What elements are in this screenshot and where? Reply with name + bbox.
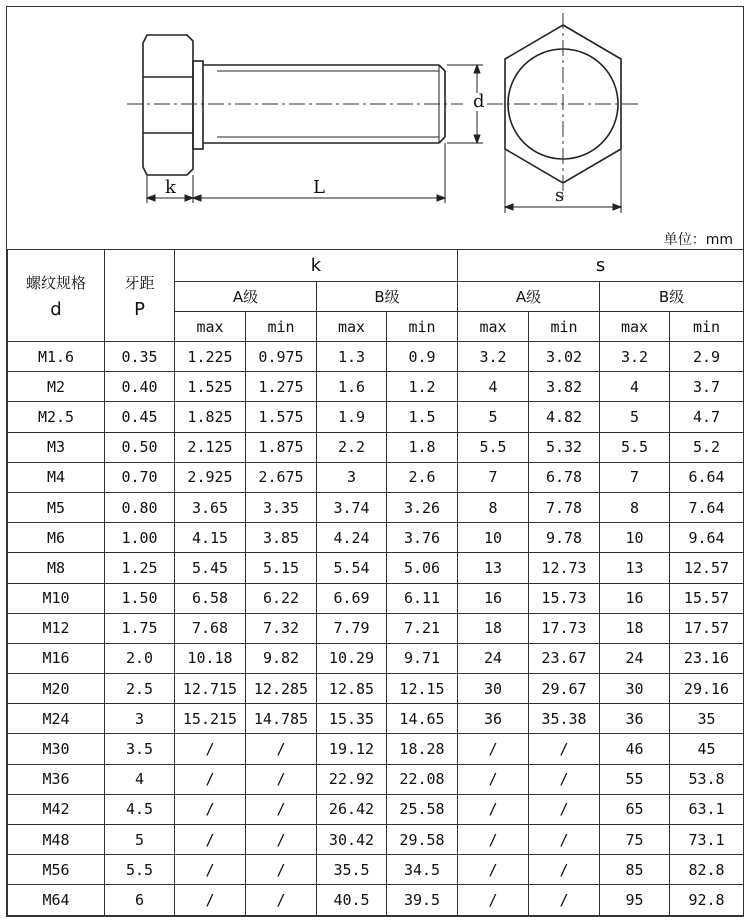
table-cell: 6.78 [529, 462, 600, 492]
table-cell: 15.35 [317, 704, 387, 734]
table-row [8, 462, 744, 492]
table-cell: 40.5 [317, 885, 387, 915]
table-cell: 7.78 [529, 492, 600, 522]
table-cell: 10 [600, 523, 670, 553]
table-cell: 1.2 [387, 372, 458, 402]
table-cell: 2.5 [105, 674, 175, 704]
header-s-grade-b: B级 [600, 282, 744, 312]
header-k-grade-b: B级 [317, 282, 458, 312]
table-row [8, 432, 744, 462]
table-cell: 85 [600, 855, 670, 885]
table-cell: 4 [600, 372, 670, 402]
header-group-s: s [458, 250, 744, 282]
table-cell: 35.5 [317, 855, 387, 885]
table-cell: 6.22 [246, 583, 317, 613]
table-cell: 14.65 [387, 704, 458, 734]
table-row [8, 342, 744, 372]
bolt-diagram-svg [7, 7, 743, 255]
table-row [8, 674, 744, 704]
table-cell: 17.57 [670, 613, 744, 643]
table-cell: / [529, 885, 600, 915]
table-cell: 65 [600, 794, 670, 824]
table-cell: 9.82 [246, 643, 317, 673]
table-cell: 14.785 [246, 704, 317, 734]
thread-size-cell: M8 [8, 553, 105, 583]
table-row [8, 553, 744, 583]
table-cell: 9.64 [670, 523, 744, 553]
table-cell: 6.69 [317, 583, 387, 613]
header-pitch [105, 250, 175, 342]
table-row [8, 372, 744, 402]
table-cell: 5.5 [600, 432, 670, 462]
table-cell: 1.225 [175, 342, 246, 372]
table-cell: 36 [458, 704, 529, 734]
table-cell: 3.76 [387, 523, 458, 553]
table-cell: 19.12 [317, 734, 387, 764]
table-cell: / [175, 855, 246, 885]
spec-sheet-frame [6, 6, 744, 917]
table-cell: 2.675 [246, 462, 317, 492]
table-cell: 4.5 [105, 794, 175, 824]
table-cell: 17.73 [529, 613, 600, 643]
table-cell: 36 [600, 704, 670, 734]
table-cell: 22.92 [317, 764, 387, 794]
table-cell: 7.68 [175, 613, 246, 643]
table-cell: 95 [600, 885, 670, 915]
table-cell: 23.67 [529, 643, 600, 673]
table-cell: 5 [458, 402, 529, 432]
table-cell: 26.42 [317, 794, 387, 824]
table-cell: / [246, 825, 317, 855]
table-cell: 5.45 [175, 553, 246, 583]
table-cell: 4.15 [175, 523, 246, 553]
table-cell: / [458, 825, 529, 855]
table-cell: 22.08 [387, 764, 458, 794]
thread-size-cell: M2 [8, 372, 105, 402]
header-k-grade-a: A级 [175, 282, 317, 312]
table-cell: 7 [600, 462, 670, 492]
header-group-k: k [175, 250, 458, 282]
table-cell: 7 [458, 462, 529, 492]
table-row [8, 734, 744, 764]
table-cell: 5.06 [387, 553, 458, 583]
table-cell: 24 [600, 643, 670, 673]
table-row [8, 402, 744, 432]
thread-size-cell: M3 [8, 432, 105, 462]
table-cell: 82.8 [670, 855, 744, 885]
table-cell: 75 [600, 825, 670, 855]
table-cell: 3.02 [529, 342, 600, 372]
table-cell: / [246, 734, 317, 764]
spec-table-body [8, 342, 744, 916]
table-cell: 4 [105, 764, 175, 794]
table-cell: 1.525 [175, 372, 246, 402]
table-cell: 16 [458, 583, 529, 613]
table-cell: 6 [105, 885, 175, 915]
table-cell: 34.5 [387, 855, 458, 885]
thread-size-cell: M64 [8, 885, 105, 915]
table-cell: 0.70 [105, 462, 175, 492]
table-cell: 5.5 [105, 855, 175, 885]
table-cell: 7.21 [387, 613, 458, 643]
table-row [8, 643, 744, 673]
table-cell: 2.925 [175, 462, 246, 492]
table-cell: 2.2 [317, 432, 387, 462]
table-cell: 4.82 [529, 402, 600, 432]
label-d: d [473, 91, 485, 112]
table-row [8, 523, 744, 553]
table-cell: 4 [458, 372, 529, 402]
table-cell: 5 [600, 402, 670, 432]
table-cell: 6.64 [670, 462, 744, 492]
table-cell: 1.00 [105, 523, 175, 553]
table-cell: / [175, 734, 246, 764]
table-cell: 45 [670, 734, 744, 764]
table-cell: 30 [458, 674, 529, 704]
table-cell: 7.64 [670, 492, 744, 522]
table-cell: 16 [600, 583, 670, 613]
table-cell: 1.50 [105, 583, 175, 613]
table-cell: 3.5 [105, 734, 175, 764]
table-cell: / [529, 794, 600, 824]
table-cell: 35.38 [529, 704, 600, 734]
table-cell: 23.16 [670, 643, 744, 673]
table-cell: 0.9 [387, 342, 458, 372]
table-cell: 35 [670, 704, 744, 734]
table-cell: 12.73 [529, 553, 600, 583]
unit-label: 单位：mm [663, 232, 733, 248]
table-cell: 25.58 [387, 794, 458, 824]
table-cell: 73.1 [670, 825, 744, 855]
thread-size-cell: M56 [8, 855, 105, 885]
header-max: max [175, 312, 246, 342]
header-min: min [387, 312, 458, 342]
table-row [8, 492, 744, 522]
table-row [8, 825, 744, 855]
table-cell: 4.24 [317, 523, 387, 553]
dimension-k-L [147, 143, 445, 203]
thread-size-cell: M48 [8, 825, 105, 855]
table-cell: / [246, 764, 317, 794]
table-cell: 1.3 [317, 342, 387, 372]
table-cell: 53.8 [670, 764, 744, 794]
table-cell: 30 [600, 674, 670, 704]
bolt-technical-drawing [7, 7, 743, 255]
table-cell: 24 [458, 643, 529, 673]
table-cell: 5.2 [670, 432, 744, 462]
table-cell: 5 [105, 825, 175, 855]
bolt-side-view [143, 35, 445, 175]
table-cell: 30.42 [317, 825, 387, 855]
table-cell: 39.5 [387, 885, 458, 915]
table-cell: 1.875 [246, 432, 317, 462]
header-pitch-label: 牙距 [124, 273, 155, 292]
thread-size-cell: M36 [8, 764, 105, 794]
table-cell: 10 [458, 523, 529, 553]
table-cell: 10.29 [317, 643, 387, 673]
header-min: min [246, 312, 317, 342]
table-cell: 2.6 [387, 462, 458, 492]
table-cell: / [175, 794, 246, 824]
table-cell: 13 [600, 553, 670, 583]
table-cell: / [458, 885, 529, 915]
table-cell: 2.0 [105, 643, 175, 673]
table-row [8, 764, 744, 794]
thread-size-cell: M4 [8, 462, 105, 492]
thread-size-cell: M20 [8, 674, 105, 704]
table-cell: 3.26 [387, 492, 458, 522]
thread-size-cell: M24 [8, 704, 105, 734]
table-cell: 18.28 [387, 734, 458, 764]
label-L: L [313, 177, 325, 198]
header-max: max [600, 312, 670, 342]
header-s-grade-a: A级 [458, 282, 600, 312]
table-cell: 92.8 [670, 885, 744, 915]
table-cell: 9.78 [529, 523, 600, 553]
table-cell: 13 [458, 553, 529, 583]
table-cell: 29.67 [529, 674, 600, 704]
thread-size-cell: M1.6 [8, 342, 105, 372]
table-row [8, 704, 744, 734]
table-cell: 3.2 [458, 342, 529, 372]
header-pitch-symbol: P [134, 298, 145, 320]
thread-size-cell: M12 [8, 613, 105, 643]
table-cell: 7.79 [317, 613, 387, 643]
table-cell: 4.7 [670, 402, 744, 432]
table-cell: / [175, 885, 246, 915]
table-cell: 15.57 [670, 583, 744, 613]
table-cell: 1.75 [105, 613, 175, 643]
table-cell: 46 [600, 734, 670, 764]
label-s: s [555, 185, 565, 206]
thread-size-cell: M42 [8, 794, 105, 824]
table-cell: 7.32 [246, 613, 317, 643]
table-cell: 1.6 [317, 372, 387, 402]
table-cell: 0.80 [105, 492, 175, 522]
table-cell: 12.715 [175, 674, 246, 704]
header-thread-size-symbol: d [50, 298, 62, 320]
table-cell: / [529, 764, 600, 794]
table-cell: / [175, 764, 246, 794]
table-cell: 2.125 [175, 432, 246, 462]
table-cell: 15.73 [529, 583, 600, 613]
table-cell: 55 [600, 764, 670, 794]
table-cell: 3.7 [670, 372, 744, 402]
header-thread-size [8, 250, 105, 342]
table-cell: 3.82 [529, 372, 600, 402]
table-cell: 12.57 [670, 553, 744, 583]
table-row [8, 613, 744, 643]
table-cell: / [529, 855, 600, 885]
table-cell: / [246, 794, 317, 824]
table-cell: 29.58 [387, 825, 458, 855]
table-cell: 2.9 [670, 342, 744, 372]
table-cell: 1.575 [246, 402, 317, 432]
table-cell: 1.25 [105, 553, 175, 583]
table-cell: / [246, 885, 317, 915]
table-cell: 18 [600, 613, 670, 643]
table-row [8, 885, 744, 915]
table-row [8, 855, 744, 885]
table-cell: / [175, 825, 246, 855]
table-cell: 1.8 [387, 432, 458, 462]
table-cell: 5.32 [529, 432, 600, 462]
table-cell: 18 [458, 613, 529, 643]
header-thread-size-label: 螺纹规格 [25, 273, 86, 292]
table-cell: 15.215 [175, 704, 246, 734]
thread-size-cell: M30 [8, 734, 105, 764]
table-cell: / [529, 825, 600, 855]
thread-size-cell: M2.5 [8, 402, 105, 432]
table-cell: 5.15 [246, 553, 317, 583]
table-cell: 1.825 [175, 402, 246, 432]
header-min: min [529, 312, 600, 342]
table-cell: 1.9 [317, 402, 387, 432]
table-cell: 3.2 [600, 342, 670, 372]
table-cell: / [458, 764, 529, 794]
table-cell: 3 [105, 704, 175, 734]
table-cell: 12.85 [317, 674, 387, 704]
header-min: min [670, 312, 744, 342]
table-cell: 3.85 [246, 523, 317, 553]
table-cell: 5.5 [458, 432, 529, 462]
table-cell: 0.50 [105, 432, 175, 462]
table-cell: 63.1 [670, 794, 744, 824]
thread-size-cell: M6 [8, 523, 105, 553]
header-max: max [317, 312, 387, 342]
table-cell: 10.18 [175, 643, 246, 673]
table-cell: 3.74 [317, 492, 387, 522]
table-cell: 1.275 [246, 372, 317, 402]
table-row [8, 583, 744, 613]
table-row [8, 794, 744, 824]
table-cell: / [458, 734, 529, 764]
table-cell: / [246, 855, 317, 885]
table-cell: 1.5 [387, 402, 458, 432]
table-cell: / [529, 734, 600, 764]
table-cell: 3.35 [246, 492, 317, 522]
thread-size-cell: M5 [8, 492, 105, 522]
table-cell: 0.45 [105, 402, 175, 432]
table-cell: 0.35 [105, 342, 175, 372]
table-cell: 12.285 [246, 674, 317, 704]
table-cell: 5.54 [317, 553, 387, 583]
hex-bolt-spec-table [7, 249, 744, 916]
table-cell: / [458, 855, 529, 885]
table-cell: 0.40 [105, 372, 175, 402]
thread-size-cell: M16 [8, 643, 105, 673]
header-max: max [458, 312, 529, 342]
table-cell: 3 [317, 462, 387, 492]
table-cell: 9.71 [387, 643, 458, 673]
table-cell: 6.58 [175, 583, 246, 613]
table-cell: 12.15 [387, 674, 458, 704]
table-cell: 8 [458, 492, 529, 522]
table-cell: / [458, 794, 529, 824]
table-cell: 0.975 [246, 342, 317, 372]
table-cell: 6.11 [387, 583, 458, 613]
table-cell: 3.65 [175, 492, 246, 522]
label-k: k [165, 177, 176, 198]
table-cell: 29.16 [670, 674, 744, 704]
thread-size-cell: M10 [8, 583, 105, 613]
table-cell: 8 [600, 492, 670, 522]
